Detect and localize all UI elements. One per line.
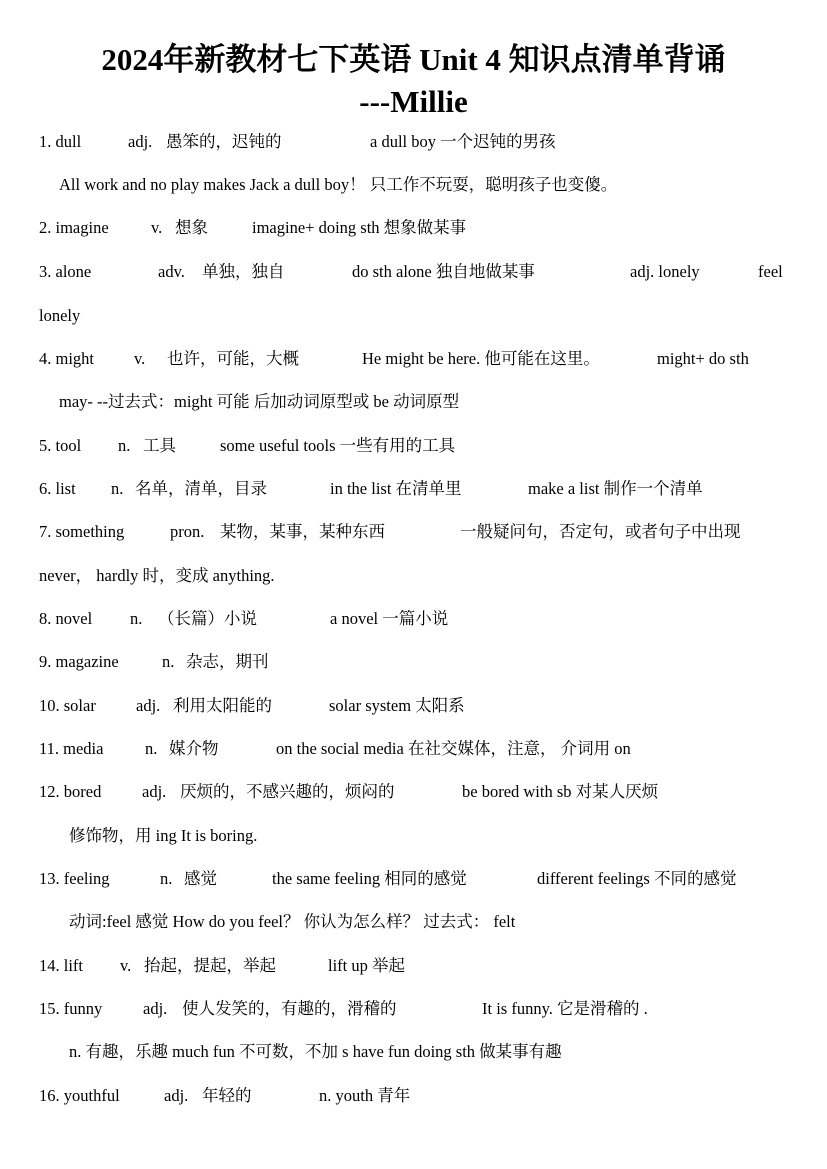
entry-pos: n.: [130, 609, 143, 628]
entry-example: It is funny. 它是滑稽的 .: [482, 999, 648, 1018]
entry-pos: adv.: [158, 262, 185, 281]
entry-word: 14. lift: [39, 956, 83, 975]
entry-meaning: 使人发笑的，有趣的，滑稽的: [182, 999, 397, 1018]
vocab-entry-something-cont: never， hardly 时，变成 anything.: [39, 566, 275, 585]
vocab-entry-dull-example: All work and no play makes Jack a dull boy！ 只工作不玩耍，聪明孩子也变傻。: [59, 175, 618, 194]
entry-meaning: 愚笨的，迟钝的: [166, 132, 282, 151]
entry-word: 2. imagine: [39, 218, 109, 237]
entry-word: 16. youthful: [39, 1086, 120, 1105]
vocab-entry-funny-note: n. 有趣，乐趣 much fun 不可数，不加 s have fun doing sth 做某事有趣: [69, 1042, 562, 1061]
entry-word: 12. bored: [39, 782, 102, 801]
entry-example: a novel 一篇小说: [330, 609, 449, 628]
vocab-entry-might-note: may- --过去式：might 可能 后加动词原型或 be 动词原型: [59, 392, 460, 411]
entry-example: He might be here. 他可能在这里。: [362, 349, 600, 368]
entry-word: 8. novel: [39, 609, 93, 628]
entry-meaning: 某物，某事，某种东西: [220, 522, 385, 541]
entry-word: 10. solar: [39, 696, 96, 715]
entry-meaning: 感觉: [184, 869, 217, 888]
entry-pos: adj.: [164, 1086, 189, 1105]
document-title-line-2: ---Millie: [359, 84, 468, 119]
entry-meaning: （长篇）小说: [158, 609, 257, 628]
entry-meaning: 媒介物: [169, 739, 219, 758]
entry-meaning: 单独，独自: [202, 262, 285, 281]
entry-extra: might+ do sth: [657, 349, 749, 368]
entry-pos: adj.: [142, 782, 167, 801]
entry-meaning: 想象: [175, 218, 208, 237]
entry-pos: n.: [111, 479, 124, 498]
entry-word: 7. something: [39, 522, 125, 541]
entry-example: lift up 举起: [328, 956, 405, 975]
entry-note: 一般疑问句，否定句，或者句子中出现: [460, 522, 741, 541]
entry-pos: n.: [145, 739, 158, 758]
entry-word: 1. dull: [39, 132, 82, 151]
vocab-entry-alone: [39, 260, 785, 284]
entry-word: 6. list: [39, 479, 76, 498]
entry-pos: n.: [162, 652, 175, 671]
vocab-entry-feeling-note: 动词:feel 感觉 How do you feel？ 你认为怎么样？ 过去式： felt: [69, 912, 516, 931]
entry-pos: adj.: [143, 999, 168, 1018]
entry-extra: adj. lonely: [630, 262, 700, 281]
entry-example: imagine+ doing sth 想象做某事: [252, 218, 467, 237]
entry-word: 13. feeling: [39, 869, 110, 888]
entry-extra: make a list 制作一个清单: [528, 479, 703, 498]
entry-pos: adj.: [128, 132, 153, 151]
entry-word: 9. magazine: [39, 652, 119, 671]
entry-pos: n.: [118, 436, 131, 455]
entry-meaning: 厌烦的，不感兴趣的，烦闷的: [180, 782, 395, 801]
entry-pos: v.: [134, 349, 146, 368]
entry-meaning: 也许，可能，大概: [167, 349, 299, 368]
entry-meaning: 名单，清单，目录: [135, 479, 267, 498]
vocab-entry-alone-cont: lonely: [39, 306, 81, 325]
entry-example: solar system 太阳系: [329, 696, 465, 715]
entry-meaning: 杂志，期刊: [186, 652, 269, 671]
document-title-line-1: 2024年新教材七下英语 Unit 4 知识点清单背诵: [101, 42, 726, 77]
entry-example: in the list 在清单里: [330, 479, 462, 498]
vocab-entry-bored-note: 修饰物，用 ing It is boring.: [69, 826, 258, 845]
entry-pos: pron.: [170, 522, 205, 541]
entry-pos: n.: [160, 869, 173, 888]
entry-example: the same feeling 相同的感觉: [272, 869, 467, 888]
entry-example: be bored with sb 对某人厌烦: [462, 782, 659, 801]
entry-extra: different feelings 不同的感觉: [537, 869, 737, 888]
entry-meaning: 年轻的: [202, 1086, 252, 1105]
entry-word: 4. might: [39, 349, 95, 368]
entry-meaning: 抬起，提起，举起: [144, 956, 276, 975]
entry-meaning: 工具: [143, 436, 176, 455]
entry-pos: v.: [151, 218, 163, 237]
entry-word: 15. funny: [39, 999, 103, 1018]
entry-tail: feel: [758, 262, 783, 281]
entry-example: some useful tools 一些有用的工具: [220, 436, 456, 455]
entry-pos: v.: [120, 956, 132, 975]
entry-pos: adj.: [136, 696, 161, 715]
entry-word: 11. media: [39, 739, 104, 758]
entry-example: on the social media 在社交媒体，注意， 介词用 on: [276, 739, 631, 758]
entry-example: n. youth 青年: [319, 1086, 411, 1105]
entry-example: a dull boy 一个迟钝的男孩: [370, 132, 556, 151]
entry-example: do sth alone 独自地做某事: [352, 262, 535, 281]
entry-meaning: 利用太阳能的: [173, 696, 272, 715]
entry-word: 5. tool: [39, 436, 82, 455]
entry-word: 3. alone: [39, 262, 92, 281]
